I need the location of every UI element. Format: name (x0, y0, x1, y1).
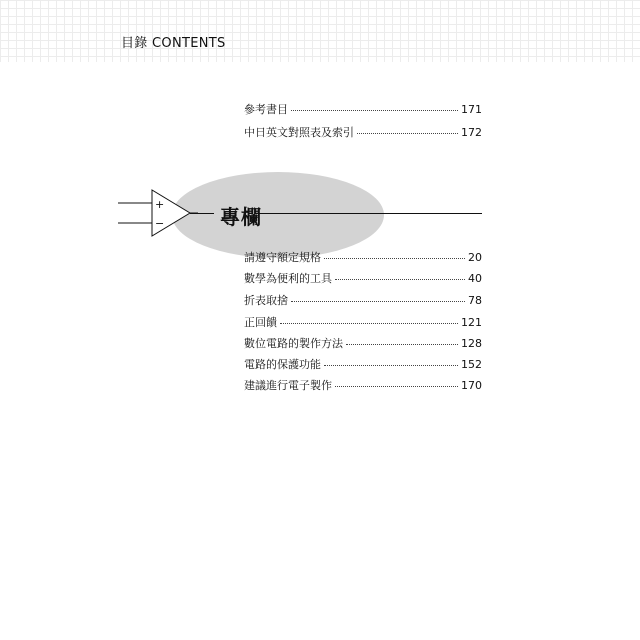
toc-entry[interactable] (244, 101, 482, 117)
section-rule-short (190, 213, 214, 214)
toc-entry[interactable] (244, 335, 482, 351)
toc-entry[interactable] (244, 249, 482, 265)
toc-entry[interactable] (244, 292, 482, 308)
toc-entry-label: 電路的保護功能 (244, 358, 321, 371)
leader-dots (291, 102, 458, 111)
section-ellipse (172, 172, 384, 258)
toc-entry-label: 數位電路的製作方法 (244, 337, 343, 350)
leader-dots (324, 357, 458, 366)
toc-entry[interactable] (244, 270, 482, 286)
toc-entry[interactable] (244, 124, 482, 140)
toc-entry-label: 折表取捨 (244, 294, 288, 307)
minus-symbol: − (155, 217, 165, 230)
opamp-icon (118, 186, 198, 240)
toc-entry-page: 128 (461, 337, 482, 350)
toc-entry-label: 中日英文對照表及索引 (244, 126, 354, 139)
toc-entry-page: 40 (468, 272, 482, 285)
toc-entry[interactable] (244, 314, 482, 330)
toc-entry[interactable] (244, 377, 482, 393)
leader-dots (335, 378, 458, 387)
toc-entry[interactable] (244, 356, 482, 372)
toc-entry-page: 121 (461, 316, 482, 329)
plus-symbol: + (155, 198, 165, 211)
toc-entry-label: 數學為便利的工具 (244, 272, 332, 285)
section-title: 專欄 (220, 205, 262, 229)
page-title: 目錄 CONTENTS (121, 36, 226, 51)
toc-entry-label: 建議進行電子製作 (244, 379, 332, 392)
toc-entry-page: 78 (468, 294, 482, 307)
leader-dots (324, 250, 465, 259)
header-band (0, 0, 640, 62)
leader-dots (335, 271, 465, 280)
toc-entry-page: 170 (461, 379, 482, 392)
section-rule (258, 213, 482, 214)
leader-dots (280, 315, 458, 324)
leader-dots (291, 293, 465, 302)
toc-entry-label: 參考書目 (244, 103, 288, 116)
leader-dots (346, 336, 458, 345)
toc-entry-page: 171 (461, 103, 482, 116)
toc-entry-page: 172 (461, 126, 482, 139)
toc-entry-page: 152 (461, 358, 482, 371)
leader-dots (357, 125, 458, 134)
toc-entry-page: 20 (468, 251, 482, 264)
toc-entry-label: 正回饋 (244, 316, 277, 329)
toc-entry-label: 請遵守額定規格 (244, 251, 321, 264)
